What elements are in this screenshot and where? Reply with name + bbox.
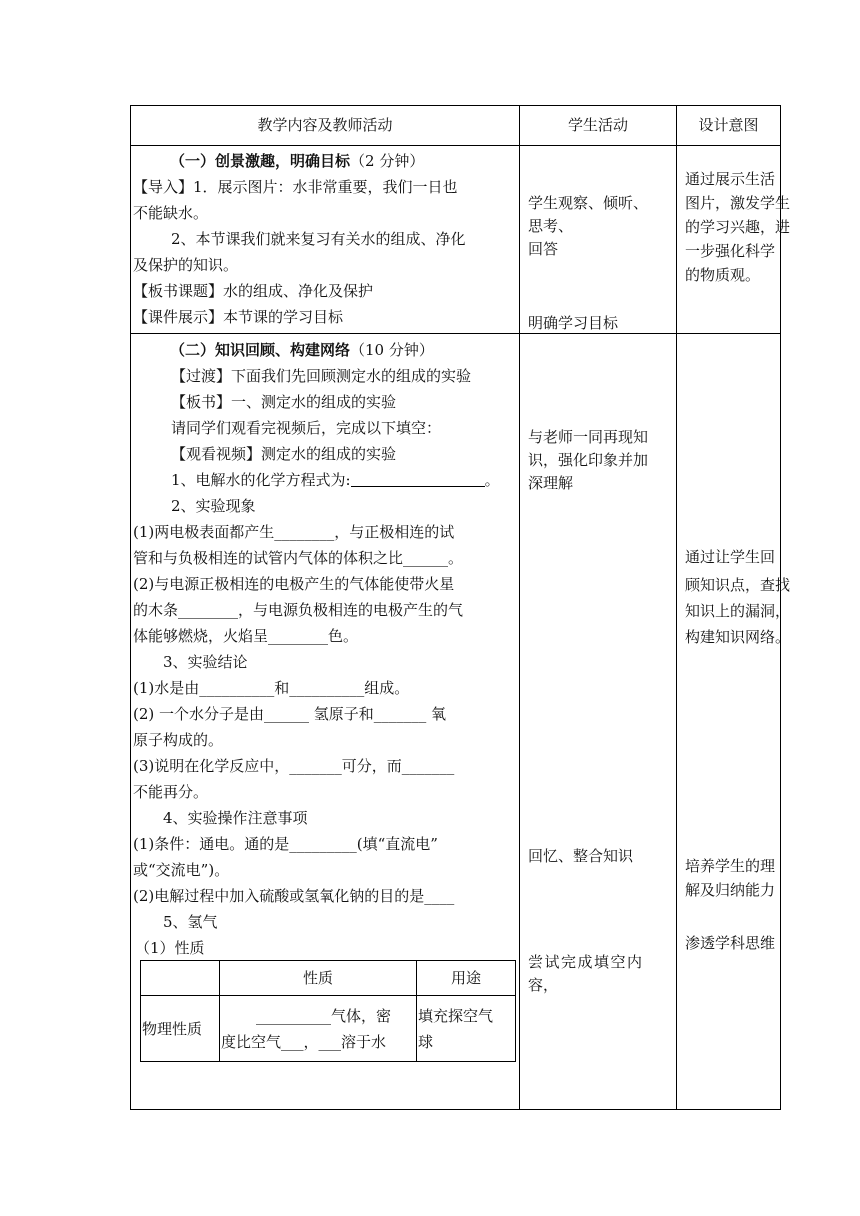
section2-line: 体能够燃烧，火焰呈________色。 bbox=[133, 627, 359, 645]
section1-title-time: （2 分钟） bbox=[350, 152, 425, 170]
col-divider-1 bbox=[519, 105, 520, 1110]
section2-line: 或“交流电”)。 bbox=[133, 861, 230, 879]
section2-student-line: 与老师一同再现知 bbox=[528, 428, 649, 446]
section2-line: 的木条________，与电源负极相连的电极产生的气 bbox=[133, 601, 464, 619]
section2-design-line: 培养学生的理 bbox=[685, 857, 776, 875]
section1-student-line: 回答 bbox=[528, 240, 559, 258]
section2-line: (2) 一个水分子是由______ 氢原子和_______ 氧 bbox=[133, 705, 447, 723]
section1-design-line: 图片，激发学生 bbox=[685, 194, 791, 212]
header-design-intent: 设计意图 bbox=[698, 116, 759, 134]
equation-end: 。 bbox=[484, 471, 500, 489]
section2-line-equation bbox=[171, 470, 500, 490]
section2-design-line: 顾知识点，查找 bbox=[685, 576, 791, 594]
section1-design-line: 的学习兴趣，进 bbox=[685, 218, 791, 236]
section1-design-line: 一步强化科学 bbox=[685, 242, 776, 260]
inner-header-use: 用途 bbox=[450, 969, 481, 987]
section2-line: (2)电解过程中加入硫酸或氢氧化钠的目的是____ bbox=[133, 887, 455, 905]
section2-line: 【板书】一、测定水的组成的实验 bbox=[171, 393, 397, 411]
section2-line: 管和与负极相连的试管内气体的体积之比______。 bbox=[133, 549, 464, 567]
section2-title bbox=[170, 340, 434, 360]
section2-student-line: 容， bbox=[528, 976, 559, 994]
inner-cell-property: __________气体，密 bbox=[256, 1007, 392, 1025]
section2-design-line: 通过让学生回 bbox=[685, 548, 776, 566]
inner-cell-use: 填充探空气 bbox=[418, 1007, 494, 1025]
section2-student-line: 回忆、整合知识 bbox=[528, 847, 634, 865]
inner-header-property: 性质 bbox=[302, 969, 333, 987]
header-student-activity: 学生活动 bbox=[567, 116, 628, 134]
equation-prompt: 1、电解水的化学方程式为: bbox=[171, 471, 351, 489]
section1-title bbox=[170, 151, 424, 171]
section1-line: 【板书课题】水的组成、净化及保护 bbox=[133, 282, 374, 300]
inner-table-left bbox=[140, 960, 141, 1062]
section2-title-bold: （二）知识回顾、构建网络 bbox=[170, 341, 351, 359]
table-bottom-border bbox=[130, 1109, 781, 1110]
inner-table-bottom bbox=[140, 1061, 516, 1062]
section2-student-line: 识，强化印象并加 bbox=[528, 451, 649, 469]
section1-line: 及保护的知识。 bbox=[133, 256, 239, 274]
inner-table-top bbox=[140, 960, 516, 961]
section2-line: (1)两电极表面都产生________，与正极相连的试 bbox=[133, 523, 455, 541]
inner-cell-use: 球 bbox=[418, 1033, 434, 1051]
header-bottom-border bbox=[130, 145, 781, 146]
col-divider-2 bbox=[676, 105, 677, 1110]
section1-line: 不能缺水。 bbox=[133, 204, 209, 222]
section2-line: 5、氢气 bbox=[163, 913, 218, 931]
inner-row-label: 物理性质 bbox=[142, 1020, 203, 1038]
inner-table-right bbox=[515, 960, 516, 1062]
section2-line: 4、实验操作注意事项 bbox=[163, 809, 308, 827]
section2-line: (1)水是由__________和__________组成。 bbox=[133, 679, 410, 697]
section1-line: 2、本节课我们就来复习有关水的组成、净化 bbox=[171, 230, 466, 248]
section2-line: 请同学们观看完视频后，完成以下填空： bbox=[171, 419, 442, 437]
section1-student-line: 思考、 bbox=[528, 217, 574, 235]
section1-title-bold: （一）创景激趣，明确目标 bbox=[170, 152, 351, 170]
section2-design-line: 构建知识网络。 bbox=[685, 628, 791, 646]
section1-line: 【课件展示】本节课的学习目标 bbox=[133, 308, 344, 326]
header-teacher-activity: 教学内容及教师活动 bbox=[257, 116, 393, 134]
section2-design-line: 解及归纳能力 bbox=[685, 881, 776, 899]
section2-line: (3)说明在化学反应中，_______可分，而_______ bbox=[133, 757, 455, 775]
section1-design-line: 的物质观。 bbox=[685, 266, 761, 284]
section2-line: 3、实验结论 bbox=[163, 653, 248, 671]
section2-line: 【过渡】下面我们先回顾测定水的组成的实验 bbox=[171, 367, 472, 385]
equation-blank bbox=[351, 472, 485, 487]
section2-line: 【观看视频】测定水的组成的实验 bbox=[171, 445, 397, 463]
section2-line: （1）性质 bbox=[135, 939, 205, 957]
section2-line: 不能再分。 bbox=[133, 783, 209, 801]
section2-student-line: 尝试完成填空内 bbox=[528, 953, 644, 971]
section2-line: (1)条件：通电。通的是_________(填“直流电” bbox=[133, 835, 438, 853]
section2-design-line: 知识上的漏洞， bbox=[685, 602, 791, 620]
section2-line: 原子构成的。 bbox=[133, 731, 224, 749]
section1-design-line: 通过展示生活 bbox=[685, 170, 776, 188]
inner-cell-property: 度比空气___，___溶于水 bbox=[221, 1033, 387, 1051]
section2-title-time: （10 分钟） bbox=[350, 341, 434, 359]
inner-table-header-bottom bbox=[140, 995, 516, 996]
section2-line: 2、实验现象 bbox=[171, 497, 256, 515]
section1-bottom-border bbox=[130, 333, 781, 334]
section2-student-line: 深理解 bbox=[528, 474, 574, 492]
table-left-border bbox=[130, 105, 131, 1110]
section1-line: 【导入】1．展示图片：水非常重要，我们一日也 bbox=[133, 178, 458, 196]
section1-student-line: 学生观察、倾听、 bbox=[528, 194, 649, 212]
section2-line: (2)与电源正极相连的电极产生的气体能使带火星 bbox=[133, 575, 455, 593]
section2-design-line: 渗透学科思维 bbox=[685, 934, 776, 952]
table-top-border bbox=[130, 105, 781, 106]
section1-student-line: 明确学习目标 bbox=[528, 314, 619, 332]
